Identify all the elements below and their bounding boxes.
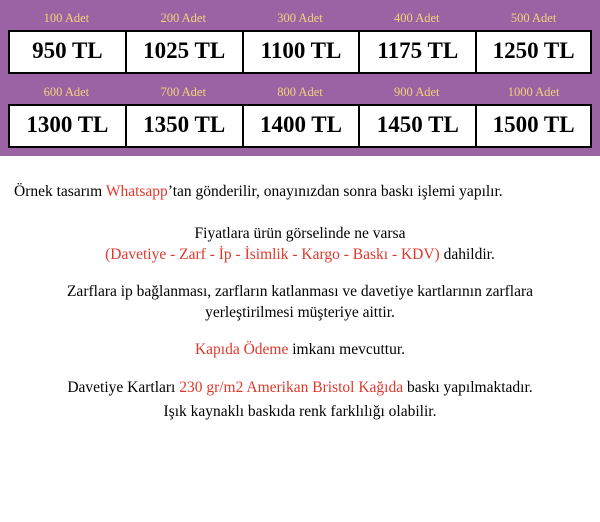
note-text: Işık kaynaklı baskıda renk farklılığı olabilir. bbox=[163, 403, 437, 421]
pricing-table-row-2 bbox=[8, 82, 592, 148]
note-cash-on-delivery bbox=[12, 340, 588, 360]
note-highlight: Kapıda Ödeme bbox=[194, 341, 289, 359]
note-text: Zarflara ip bağlanması, zarfların katlanması ve davetiye kartlarının zarflara bbox=[66, 283, 534, 301]
price-value: 1450 TL bbox=[358, 104, 475, 148]
note-text: yerleştirilmesi müşteriye aittir. bbox=[205, 303, 395, 321]
price-value: 1250 TL bbox=[475, 30, 592, 74]
quantity-label: 300 Adet bbox=[242, 8, 359, 30]
quantity-label: 400 Adet bbox=[358, 8, 475, 30]
note-included-items bbox=[12, 224, 588, 265]
quantity-label: 600 Adet bbox=[8, 82, 125, 104]
price-value-row bbox=[8, 30, 592, 74]
quantity-label: 100 Adet bbox=[8, 8, 125, 30]
quantity-label: 500 Adet bbox=[475, 8, 592, 30]
note-highlight: Whatsapp bbox=[105, 183, 168, 200]
note-highlight: (Davetiye - Zarf - İp - İsimlik - Kargo - Baskı - KDV) bbox=[105, 245, 440, 263]
note-text: baskı yapılmaktadır. bbox=[403, 378, 533, 396]
price-value: 1350 TL bbox=[125, 104, 242, 148]
quantity-label: 700 Adet bbox=[125, 82, 242, 104]
price-value: 1400 TL bbox=[242, 104, 359, 148]
price-value: 1025 TL bbox=[125, 30, 242, 74]
note-text: Davetiye Kartları bbox=[67, 378, 180, 396]
quantity-header-row bbox=[8, 8, 592, 30]
price-value: 1300 TL bbox=[8, 104, 125, 148]
pricing-table-row-1 bbox=[8, 8, 592, 74]
note-text: Fiyatlara ürün görselinde ne varsa bbox=[194, 225, 406, 243]
quantity-label: 1000 Adet bbox=[475, 82, 592, 104]
note-whatsapp bbox=[12, 182, 588, 202]
note-customer-responsibility bbox=[12, 282, 588, 323]
quantity-header-row bbox=[8, 82, 592, 104]
note-highlight: 230 gr/m2 Amerikan Bristol Kağıda bbox=[179, 378, 404, 396]
price-value: 1500 TL bbox=[475, 104, 592, 148]
pricing-table-block bbox=[0, 0, 600, 156]
note-text: imkanı mevcuttur. bbox=[288, 341, 406, 359]
price-value: 1100 TL bbox=[242, 30, 359, 74]
quantity-label: 900 Adet bbox=[358, 82, 475, 104]
quantity-label: 200 Adet bbox=[125, 8, 242, 30]
note-text: ’tan gönderilir, onayınızdan sonra baskı işlemi yapılır. bbox=[167, 183, 503, 200]
notes-section bbox=[0, 156, 600, 423]
note-color-disclaimer bbox=[12, 402, 588, 422]
price-value: 1175 TL bbox=[358, 30, 475, 74]
price-value-row bbox=[8, 104, 592, 148]
note-text: dahildir. bbox=[439, 245, 495, 263]
note-paper-type bbox=[12, 378, 588, 398]
quantity-label: 800 Adet bbox=[242, 82, 359, 104]
price-value: 950 TL bbox=[8, 30, 125, 74]
note-text: Örnek tasarım bbox=[14, 183, 106, 200]
